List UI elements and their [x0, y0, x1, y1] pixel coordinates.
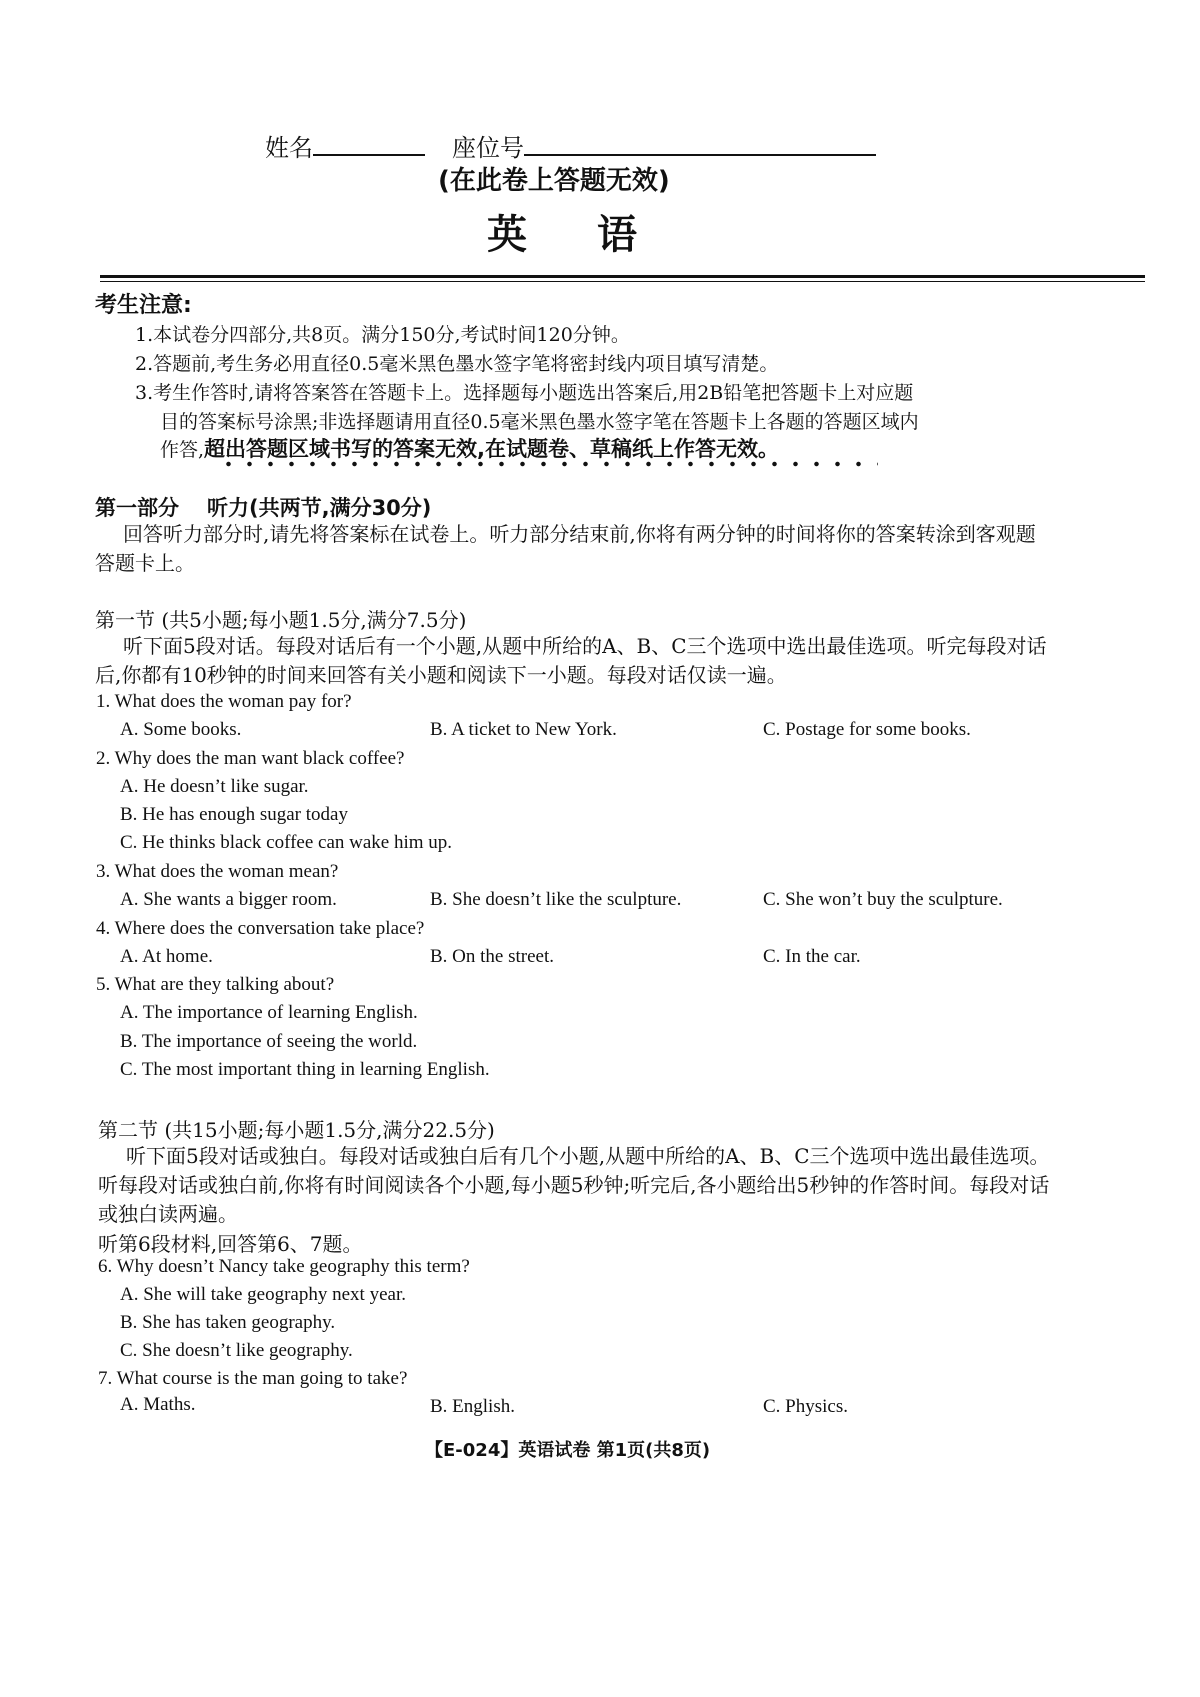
q4-option-c[interactable]: C. In the car.	[763, 946, 861, 967]
q1-option-c[interactable]: C. Postage for some books.	[763, 719, 971, 740]
subject-title: 英语	[487, 212, 707, 258]
section2-title: 第二节 (共15小题;每小题1.5分,满分22.5分)	[98, 1118, 495, 1142]
q4-option-a[interactable]: A. At home.	[120, 946, 213, 967]
notice-item-3-line2: 目的答案标号涂黑;非选择题请用直径0.5毫米黑色墨水签字笔在答题卡上各题的答题区域内	[160, 411, 919, 433]
q6-option-b[interactable]: B. She has taken geography.	[120, 1312, 336, 1333]
q4-option-b[interactable]: B. On the street.	[430, 946, 555, 967]
q7-option-a[interactable]: A. Maths.	[120, 1394, 196, 1415]
name-field	[265, 128, 425, 163]
notice-item-1: 1.本试卷分四部分,共8页。满分150分,考试时间120分钟。	[135, 324, 630, 346]
part1-title-left: 第一部分	[95, 496, 179, 520]
seat-label: 座位号	[452, 134, 524, 162]
section2-instruction: 听下面5段对话或独白。每段对话或独白后有几个小题,从题中所给的A、B、C三个选项中选出最佳选项。听每段对话或独白前,你将有时间阅读各个小题,每小题5秒钟;听完后,各小题给出5秒钟的作答时间。每段对话或独白读两遍。	[98, 1144, 1050, 1226]
question-1: 1. What does the woman pay for?	[96, 691, 352, 712]
notice-item-3-line3	[160, 433, 779, 463]
page-footer: 【E-024】英语试卷 第1页(共8页)	[425, 1440, 711, 1461]
section1-title: 第一节 (共5小题;每小题1.5分,满分7.5分)	[95, 608, 467, 632]
q3-option-c[interactable]: C. She won’t buy the sculpture.	[763, 889, 1003, 910]
notice-item-2: 2.答题前,考生务必用直径0.5毫米黑色墨水签字笔将密封线内项目填写清楚。	[135, 353, 779, 375]
q6-option-c[interactable]: C. She doesn’t like geography.	[120, 1340, 353, 1361]
part1-instruction: 回答听力部分时,请先将答案标在试卷上。听力部分结束前,你将有两分钟的时间将你的答案转涂到客观题答题卡上。	[95, 522, 1036, 575]
section1-instruction: 听下面5段对话。每段对话后有一个小题,从题中所给的A、B、C三个选项中选出最佳选项。听完每段对话后,你都有10秒钟的时间来回答有关小题和阅读下一小题。每段对话仅读一遍。	[95, 634, 1047, 687]
question-6: 6. Why doesn’t Nancy take geography this term?	[98, 1256, 470, 1277]
header-rule-thick	[100, 275, 1145, 278]
question-5: 5. What are they talking about?	[96, 974, 335, 995]
notice-title: 考生注意:	[95, 293, 192, 318]
name-label: 姓名	[265, 134, 313, 162]
notice-item-3-plain: 作答,	[160, 439, 205, 461]
q3-option-b[interactable]: B. She doesn’t like the sculpture.	[430, 889, 682, 910]
emphasis-dots	[218, 461, 878, 467]
q1-option-a[interactable]: A. Some books.	[120, 719, 242, 740]
question-4: 4. Where does the conversation take place?	[96, 918, 425, 939]
question-2: 2. Why does the man want black coffee?	[96, 748, 405, 769]
q1-option-b[interactable]: B. A ticket to New York.	[430, 719, 617, 740]
answer-invalid-note: (在此卷上答题无效)	[438, 166, 670, 196]
q6-option-a[interactable]: A. She will take geography next year.	[120, 1284, 406, 1305]
seat-field	[452, 128, 876, 163]
q2-option-b[interactable]: B. He has enough sugar today	[120, 804, 348, 825]
header-rule-thin	[100, 281, 1145, 282]
seat-blank[interactable]	[524, 132, 876, 156]
q7-option-b[interactable]: B. English.	[430, 1396, 515, 1417]
section2-material: 听第6段材料,回答第6、7题。	[98, 1232, 363, 1256]
q7-option-c[interactable]: C. Physics.	[763, 1396, 848, 1417]
q2-option-a[interactable]: A. He doesn’t like sugar.	[120, 776, 309, 797]
q5-option-c[interactable]: C. The most important thing in learning English.	[120, 1059, 490, 1080]
question-3: 3. What does the woman mean?	[96, 861, 339, 882]
question-7: 7. What course is the man going to take?	[98, 1368, 408, 1389]
part1-title-right: 听力(共两节,满分30分)	[207, 496, 432, 520]
notice-item-3: 3.考生作答时,请将答案答在答题卡上。选择题每小题选出答案后,用2B铅笔把答题卡上对应题	[135, 382, 914, 404]
name-blank[interactable]	[313, 132, 425, 156]
q2-option-c[interactable]: C. He thinks black coffee can wake him up.	[120, 832, 453, 853]
q3-option-a[interactable]: A. She wants a bigger room.	[120, 889, 337, 910]
notice-emphasis: 超出答题区域书写的答案无效,在试题卷、草稿纸上作答无效。	[204, 437, 780, 461]
q5-option-b[interactable]: B. The importance of seeing the world.	[120, 1031, 418, 1052]
part1-title	[95, 492, 431, 522]
q5-option-a[interactable]: A. The importance of learning English.	[120, 1002, 418, 1023]
